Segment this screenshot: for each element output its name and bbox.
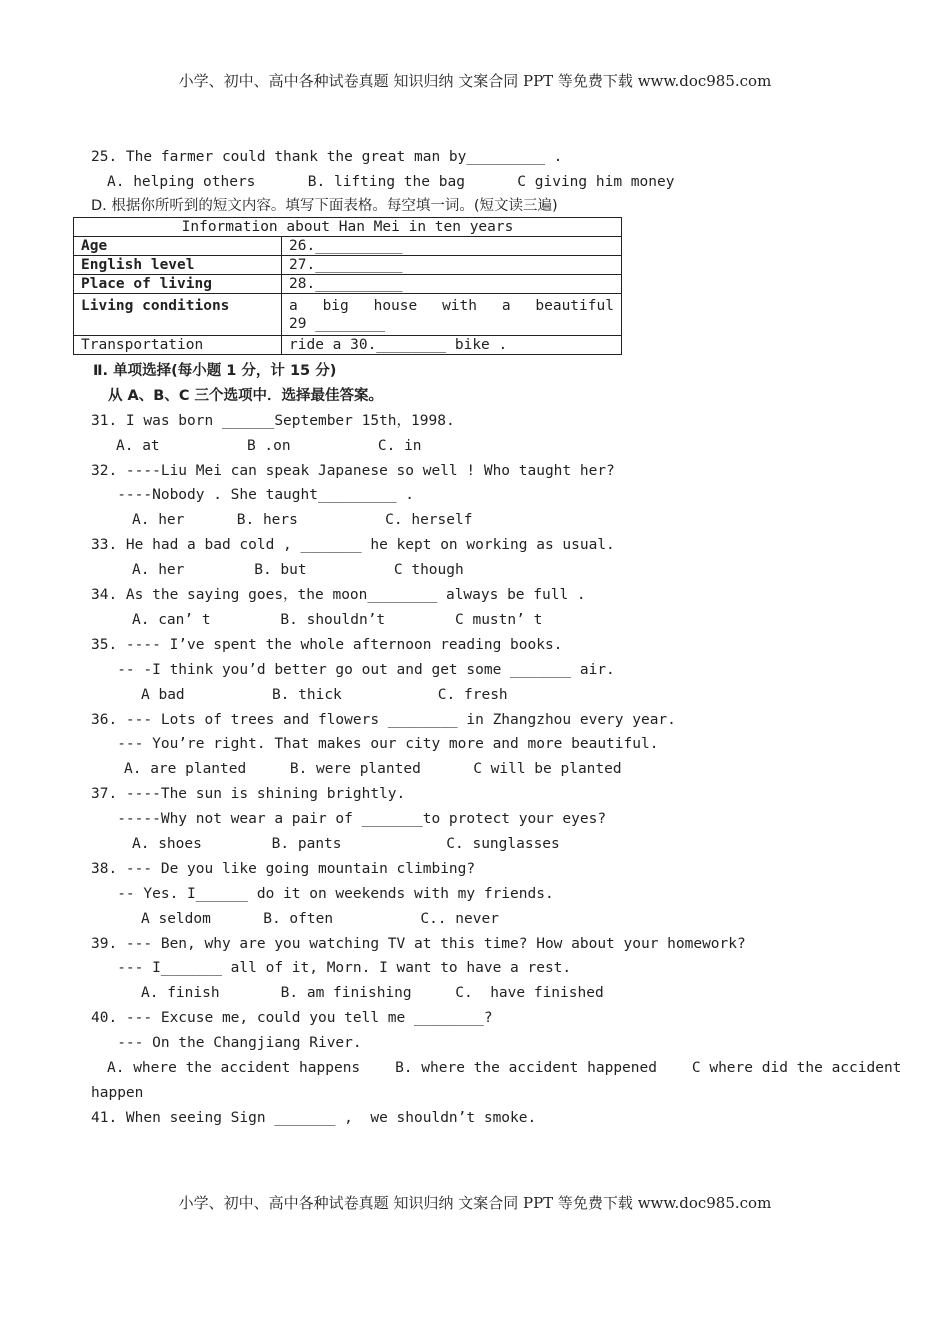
question-34-options: A. can’ t B. shouldn’t C mustn’ t <box>132 612 543 628</box>
question-37: 37. ----The sun is shining brightly. <box>91 786 406 802</box>
row-label-place: Place of living <box>74 275 282 294</box>
question-40-options: A. where the accident happens B. where the accident happened C where did the accident <box>107 1060 902 1076</box>
blank-29: 29 ________ <box>289 316 386 332</box>
word: a <box>501 298 511 314</box>
page-header: 小学、初中、高中各种试卷真题 知识归纳 文案合同 PPT 等免费下载 www.doc985.com <box>178 72 772 90</box>
word: a <box>289 298 298 314</box>
question-37-reply: -----Why not wear a pair of _______to protect your eyes? <box>91 811 607 827</box>
info-table <box>73 217 622 355</box>
word: big <box>322 298 349 314</box>
question-34: 34. As the saying goes，the moon________ always be full . <box>91 587 586 603</box>
word: house <box>373 298 418 314</box>
row-value-place: 28.__________ <box>282 275 622 294</box>
q25-options: A. helping others B. lifting the bag C giving him money <box>107 174 675 190</box>
section-2-instruction: 从 A、B、C 三个选项中．选择最佳答案。 <box>108 388 384 404</box>
info-table-title: Information about Han Mei in ten years <box>74 218 622 237</box>
question-38: 38. --- De you like going mountain climbing? <box>91 861 476 877</box>
row-value-transportation: ride a 30.________ bike . <box>282 336 622 355</box>
row-label-age: Age <box>74 237 282 256</box>
row-label-english-level: English level <box>74 256 282 275</box>
question-31-options: A. at B .on C. in <box>116 438 422 454</box>
row-label-living-conditions: Living conditions <box>74 294 282 336</box>
word: beautiful <box>535 298 614 314</box>
q25-stem: 25. The farmer could thank the great man by_________ . <box>91 149 563 165</box>
question-39-options: A. finish B. am finishing C. have finished <box>141 985 604 1001</box>
question-40-options-cont: happen <box>91 1085 144 1101</box>
question-40: 40. --- Excuse me, could you tell me ________? <box>91 1010 493 1026</box>
question-35: 35. ---- I’ve spent the whole afternoon reading books. <box>91 637 563 653</box>
section-2-title: Ⅱ. 单项选择(每小题 1 分，计 15 分) <box>93 363 337 379</box>
question-35-options: A bad B. thick C. fresh <box>141 687 508 703</box>
question-32-options: A. her B. hers C. herself <box>132 512 473 528</box>
question-35-reply: -- -I think you’d better go out and get some _______ air. <box>91 662 615 678</box>
question-31: 31. I was born ______September 15th，1998. <box>91 413 455 429</box>
question-41: 41. When seeing Sign _______ , we shouldn’t smoke. <box>91 1110 537 1126</box>
question-32-reply: ----Nobody . She taught_________ . <box>91 487 415 503</box>
question-33-options: A. her B. but C though <box>132 562 464 578</box>
part-d-instruction: D. 根据你所听到的短文内容。填写下面表格。每空填一词。(短文读三遍) <box>91 198 558 214</box>
row-value-living-conditions <box>282 294 622 336</box>
question-36: 36. --- Lots of trees and flowers ________ in Zhangzhou every year. <box>91 712 676 728</box>
question-36-options: A. are planted B. were planted C will be planted <box>124 761 622 777</box>
question-32: 32. ----Liu Mei can speak Japanese so well ! Who taught her? <box>91 463 615 479</box>
row-value-age: 26.__________ <box>282 237 622 256</box>
row-label-transportation: Transportation <box>74 336 282 355</box>
question-40-reply: --- On the Changjiang River. <box>91 1035 362 1051</box>
page-footer: 小学、初中、高中各种试卷真题 知识归纳 文案合同 PPT 等免费下载 www.doc985.com <box>178 1194 772 1212</box>
question-36-reply: --- You’re right. That makes our city more and more beautiful. <box>91 736 659 752</box>
question-37-options: A. shoes B. pants C. sunglasses <box>132 836 560 852</box>
question-39: 39. --- Ben, why are you watching TV at this time? How about your homework? <box>91 936 746 952</box>
row-value-english-level: 27.__________ <box>282 256 622 275</box>
question-33: 33. He had a bad cold , _______ he kept on working as usual. <box>91 537 615 553</box>
word: with <box>442 298 477 314</box>
question-38-reply: -- Yes. I______ do it on weekends with my friends. <box>91 886 554 902</box>
question-38-options: A seldom B. often C.. never <box>141 911 499 927</box>
question-39-reply: --- I_______ all of it, Morn. I want to have a rest. <box>91 960 572 976</box>
